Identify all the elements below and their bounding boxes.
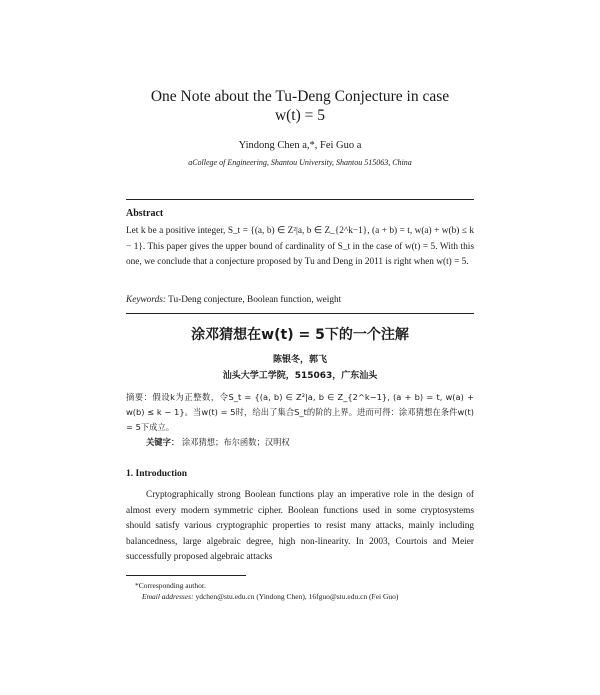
chinese-authors: 陈银冬，郭飞 <box>272 355 327 365</box>
abstract-top-rule <box>126 199 474 200</box>
section-heading-introduction: 1. Introduction <box>126 469 188 479</box>
footnote-rule <box>126 575 246 576</box>
keywords-text: Tu-Deng conjecture, Boolean function, weight <box>168 295 342 305</box>
abstract-bottom-rule <box>126 313 474 314</box>
affiliation: aCollege of Engineering, Shantou University, Shantou 515063, China <box>188 158 412 167</box>
chinese-keywords-line <box>146 436 290 448</box>
chinese-abstract: 摘要：假设k为正整数，令S_t = {(a, b) ∈ Z²|a, b ∈ Z_{2^k−1}, (a + b) = t, w(a) + w(b) ≤ k − 1}。当w(t) = 5时，给出了集合S_t的阶的上界。进而可得：涂邓猜想在条件w(t) = 5下成立。 <box>126 392 474 432</box>
introduction-paragraph: Cryptographically strong Boolean functions play an imperative role in the design of almost every modern symmetric cipher. Boolean functions used in some cryptosystems should satisfy various cryptographic properties to resist many attacks, mainly including balancedness, large algebraic degree, high non-linearity. In 2003, Courtois and Meier successfully proposed algebraic attacks <box>126 490 474 562</box>
footnote-corresponding: *Corresponding author. <box>135 581 206 590</box>
chinese-title: 涂邓猜想在w(t) = 5下的一个注解 <box>191 327 409 343</box>
chinese-keywords-text: 涂邓猜想；布尔函数；汉明权 <box>181 437 290 447</box>
paper-title <box>80 87 520 125</box>
title-line-2: w(t) = 5 <box>274 107 326 124</box>
chinese-keywords-label: 关键字： <box>146 437 180 447</box>
footnote-email-label: Email addresses: <box>142 592 194 601</box>
chinese-affiliation: 汕头大学工学院，515063，广东汕头 <box>222 371 378 381</box>
abstract-text: Let k be a positive integer, S_t = {(a, b) ∈ Z²|a, b ∈ Z_{2^k−1}, (a + b) = t, w(a) + w(b) ≤ k − 1}. This paper gives the upper bound of cardinality of S_t in the case of w(t) = 5. With this one, we conclude that a conjecture proposed by Tu and Deng in 2011 is right when w(t) = 5. <box>126 226 474 267</box>
author-list: Yindong Chen a,*, Fei Guo a <box>238 140 362 151</box>
footnote-email-text: ydchen@stu.edu.cn (Yindong Chen), 16fguo@stu.edu.cn (Fei Guo) <box>195 592 399 601</box>
abstract-heading: Abstract <box>126 208 164 219</box>
footnote-emails <box>142 592 398 601</box>
keywords-line <box>126 295 474 305</box>
keywords-label: Keywords: <box>126 295 166 305</box>
title-line-1: One Note about the Tu-Deng Conjecture in case <box>150 88 450 105</box>
